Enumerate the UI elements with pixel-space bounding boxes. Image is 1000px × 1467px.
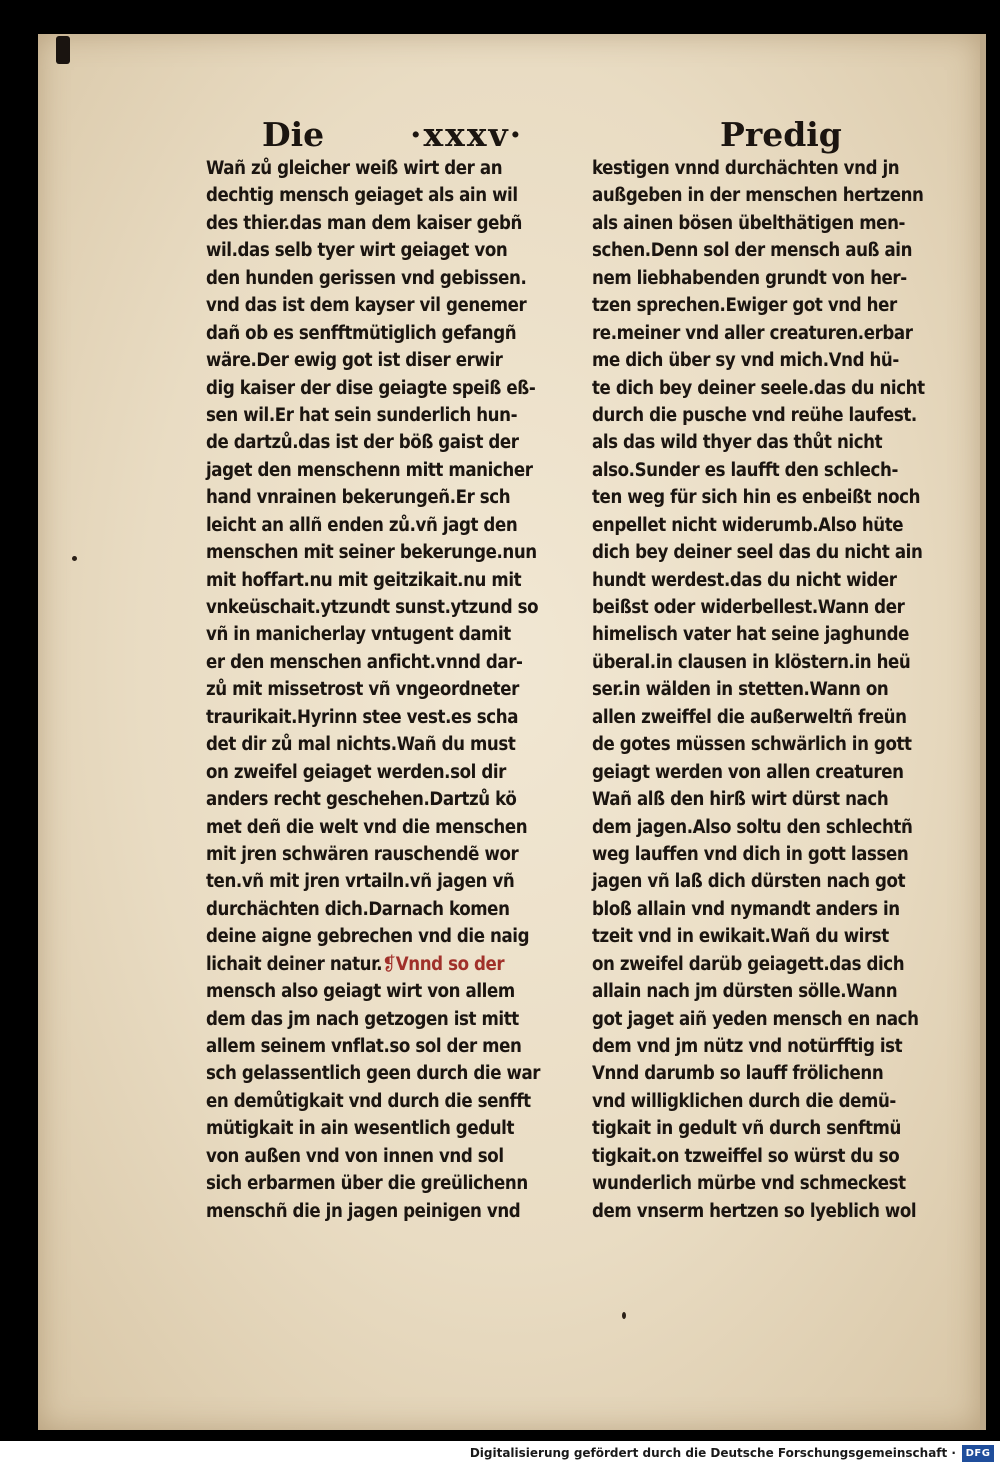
- line-text: tzeit vnd in ewikait.Wañ du wirst: [592, 926, 889, 948]
- line-text: dem jagen.Also soltu den schlechtñ: [592, 816, 913, 838]
- line-text: dig kaiser der dise geiagte speiß eß-: [206, 377, 536, 399]
- line-text: den hunden gerissen vnd gebissen.: [206, 267, 527, 289]
- text-line: [206, 402, 568, 429]
- text-line: [206, 457, 568, 484]
- text-line: [592, 265, 954, 292]
- text-line: [592, 649, 954, 676]
- text-line: [592, 1088, 954, 1115]
- dfg-logo: DFG: [962, 1445, 994, 1462]
- text-line: [592, 896, 954, 923]
- line-text: jaget den menschenn mitt manicher: [206, 459, 533, 481]
- text-line: [206, 182, 568, 209]
- line-text: geiagt werden von allen creaturen: [592, 761, 904, 783]
- line-text: zů mit missetrost vñ vngeordneter: [206, 679, 519, 701]
- text-line: [592, 347, 954, 374]
- text-line: [592, 676, 954, 703]
- text-line: [206, 676, 568, 703]
- line-text: wäre.Der ewig got ist diser erwir: [206, 350, 503, 372]
- text-line: [206, 978, 568, 1005]
- line-text: dem vnd jm nütz vnd notürfftig ist: [592, 1036, 903, 1057]
- text-line: [206, 1143, 568, 1170]
- line-text: mit jren schwären rauschendẽ wor: [206, 843, 519, 865]
- line-text: ten weg für sich hin es enbeißt noch: [592, 487, 921, 509]
- text-line: [206, 841, 568, 868]
- text-line: [592, 1143, 954, 1170]
- text-column-left: [206, 155, 568, 1225]
- line-text: er den menschen anficht.vnnd dar-: [206, 651, 523, 673]
- text-line: [592, 1198, 954, 1225]
- line-text: tigkait in gedult vñ durch senftmü: [592, 1118, 901, 1140]
- text-line: [206, 923, 568, 950]
- line-text: himelisch vater hat seine jaghunde: [592, 624, 909, 646]
- text-line: [592, 1170, 954, 1197]
- header-right: Predig: [720, 115, 842, 154]
- text-line: [592, 1006, 954, 1033]
- line-text: weg lauffen vnd dich in gott lassen: [592, 843, 909, 865]
- digitization-footer: [0, 1441, 1000, 1467]
- text-line: [592, 923, 954, 950]
- line-text: anders recht geschehen.Dartzů kö: [206, 789, 517, 811]
- line-text: allain nach jm dürsten sölle.Wann: [592, 981, 898, 1003]
- text-line: [592, 512, 954, 539]
- funding-credit: Digitalisierung gefördert durch die Deutsche Forschungsgemeinschaft ·: [469, 1446, 956, 1460]
- text-line: [592, 868, 954, 895]
- line-text: dañ ob es senfftmütiglich gefangñ: [206, 322, 517, 344]
- page-edge-damage: [56, 36, 70, 64]
- line-text: menschen mit seiner bekerunge.nun: [206, 542, 537, 564]
- text-line: [206, 759, 568, 786]
- paragraph-mark-rubric: ❡Vnnd so der: [382, 953, 505, 975]
- line-text: also.Sunder es laufft den schlech-: [592, 459, 898, 481]
- line-text: tzen sprechen.Ewiger got vnd her: [592, 295, 897, 317]
- text-line: [206, 1006, 568, 1033]
- line-text: leicht an allñ enden zů.vñ jagt den: [206, 514, 518, 536]
- text-line: [206, 594, 568, 621]
- text-line: [592, 704, 954, 731]
- line-text: schen.Denn sol der mensch auß ain: [592, 240, 913, 262]
- line-text: sch gelassentlich geen durch die war: [206, 1063, 541, 1085]
- text-line: [206, 375, 568, 402]
- line-text: sich erbarmen über die greülichenn: [206, 1173, 528, 1195]
- line-text: Vnnd darumb so lauff frölichenn: [592, 1063, 884, 1085]
- text-line: [592, 621, 954, 648]
- text-line: [592, 292, 954, 319]
- text-line: [206, 1060, 568, 1087]
- line-text: det dir zů mal nichts.Wañ du must: [206, 734, 516, 756]
- line-text: vnd das ist dem kayser vil genemer: [206, 295, 527, 317]
- line-text: enpellet nicht widerumb.Also hüte: [592, 514, 904, 536]
- line-text: on zweifel darüb geiagett.das dich: [592, 953, 905, 975]
- line-text: ser.in wälden in stetten.Wann on: [592, 679, 889, 701]
- text-line: [206, 1170, 568, 1197]
- line-text: mütigkait in ain wesentlich gedult: [206, 1118, 515, 1140]
- text-line: [206, 210, 568, 237]
- folio-number: ·xxxv·: [410, 115, 524, 154]
- line-text: sen wil.Er hat sein sunderlich hun-: [206, 404, 518, 426]
- text-line: [592, 567, 954, 594]
- text-line: [592, 786, 954, 813]
- text-line: [206, 896, 568, 923]
- ink-speck: [72, 556, 77, 561]
- text-line: [592, 814, 954, 841]
- text-line: [592, 978, 954, 1005]
- text-line: [592, 402, 954, 429]
- text-line: [206, 320, 568, 347]
- line-text: me dich über sy vnd mich.Vnd hü-: [592, 350, 899, 372]
- text-line: [592, 210, 954, 237]
- line-text: dechtig mensch geiaget als ain wil: [206, 185, 518, 207]
- line-text: got jaget aiñ yeden mensch en nach: [592, 1008, 919, 1030]
- line-text: allen zweiffel die außerweltñ freün: [592, 706, 907, 728]
- text-line: [592, 594, 954, 621]
- line-text: mit hoffart.nu mit geitzikait.nu mit: [206, 569, 522, 591]
- line-text: de gotes müssen schwärlich in gott: [592, 734, 912, 756]
- text-line: [592, 457, 954, 484]
- line-text: wil.das selb tyer wirt geiaget von: [206, 240, 508, 262]
- line-text: als ainen bösen übelthätigen men-: [592, 212, 906, 234]
- line-text: vñ in manicherlay vntugent damit: [206, 624, 511, 646]
- ink-speck: [622, 1312, 626, 1319]
- text-line: [206, 731, 568, 758]
- line-text: vnkeüschait.ytzundt sunst.ytzund so: [206, 597, 539, 618]
- text-line: [206, 484, 568, 511]
- line-text: bloß allain vnd nymandt anders in: [592, 898, 900, 920]
- line-text: dich bey deiner seel das du nicht ain: [592, 542, 923, 564]
- text-line: [206, 649, 568, 676]
- line-text: deine aigne gebrechen vnd die naig: [206, 926, 530, 948]
- text-line: [592, 539, 954, 566]
- line-text: te dich bey deiner seele.das du nicht: [592, 377, 925, 399]
- line-text: des thier.das man dem kaiser gebñ: [206, 212, 522, 234]
- line-text: allem seinem vnflat.so sol der men: [206, 1036, 522, 1057]
- text-line: [206, 868, 568, 895]
- line-text: nem liebhabenden grundt von her-: [592, 267, 907, 289]
- line-text: jagen vñ laß dich dürsten nach got: [592, 871, 906, 893]
- line-text: hand vnrainen bekerungeñ.Er sch: [206, 487, 511, 509]
- line-text: durch die pusche vnd reühe laufest.: [592, 404, 917, 426]
- text-line: [592, 1060, 954, 1087]
- text-line: [206, 1033, 568, 1060]
- text-line: [592, 484, 954, 511]
- text-line: [206, 951, 568, 978]
- line-text: ten.vñ mit jren vrtailn.vñ jagen vñ: [206, 871, 515, 893]
- text-line: [206, 704, 568, 731]
- text-line: [206, 1088, 568, 1115]
- line-text: kestigen vnnd durchächten vnd jn: [592, 158, 900, 179]
- text-line: [592, 182, 954, 209]
- text-line: [206, 429, 568, 456]
- line-text: mensch also geiagt wirt von allem: [206, 981, 515, 1003]
- line-text: lichait deiner natur.: [206, 953, 383, 975]
- line-text: durchächten dich.Darnach komen: [206, 898, 510, 920]
- line-text: tigkait.on tzweiffel so würst du so: [592, 1145, 900, 1167]
- line-text: en demůtigkait vnd durch die senfft: [206, 1090, 531, 1112]
- text-line: [206, 237, 568, 264]
- text-line: [592, 320, 954, 347]
- line-text: vnd willigklichen durch die demü-: [592, 1090, 896, 1112]
- text-line: [206, 292, 568, 319]
- text-line: [206, 1115, 568, 1142]
- text-line: [592, 1115, 954, 1142]
- line-text: außgeben in der menschen hertzenn: [592, 185, 924, 207]
- line-text: von außen vnd von innen vnd sol: [206, 1145, 504, 1167]
- line-text: wunderlich mürbe vnd schmeckest: [592, 1173, 906, 1195]
- line-text: traurikait.Hyrinn stee vest.es scha: [206, 706, 519, 728]
- line-text: als das wild thyer das thůt nicht: [592, 432, 883, 454]
- text-line: [592, 951, 954, 978]
- line-text: dem das jm nach getzogen ist mitt: [206, 1008, 519, 1030]
- line-text: menschñ die jn jagen peinigen vnd: [206, 1200, 521, 1222]
- line-text: re.meiner vnd aller creaturen.erbar: [592, 322, 913, 344]
- line-text: beißst oder widerbellest.Wann der: [592, 597, 905, 618]
- text-column-right: [592, 155, 954, 1225]
- text-line: [206, 155, 568, 182]
- text-line: [592, 731, 954, 758]
- line-text: Wañ zů gleicher weiß wirt der an: [206, 158, 503, 179]
- text-line: [592, 841, 954, 868]
- text-line: [592, 1033, 954, 1060]
- text-line: [592, 429, 954, 456]
- line-text: de dartzů.das ist der böß gaist der: [206, 432, 519, 454]
- line-text: met deñ die welt vnd die menschen: [206, 816, 528, 838]
- line-text: überal.in clausen in klöstern.in heü: [592, 651, 911, 673]
- text-line: [592, 759, 954, 786]
- text-line: [206, 621, 568, 648]
- header-left: Die: [262, 115, 325, 154]
- line-text: Wañ alß den hirß wirt dürst nach: [592, 789, 889, 811]
- text-line: [206, 814, 568, 841]
- line-text: hundt werdest.das du nicht wider: [592, 569, 897, 591]
- text-line: [206, 1198, 568, 1225]
- text-line: [592, 155, 954, 182]
- text-line: [206, 347, 568, 374]
- line-text: on zweifel geiaget werden.sol dir: [206, 761, 506, 783]
- text-line: [592, 375, 954, 402]
- line-text: dem vnserm hertzen so lyeblich wol: [592, 1200, 917, 1222]
- text-line: [592, 237, 954, 264]
- text-line: [206, 567, 568, 594]
- text-line: [206, 539, 568, 566]
- text-line: [206, 512, 568, 539]
- text-line: [206, 265, 568, 292]
- text-line: [206, 786, 568, 813]
